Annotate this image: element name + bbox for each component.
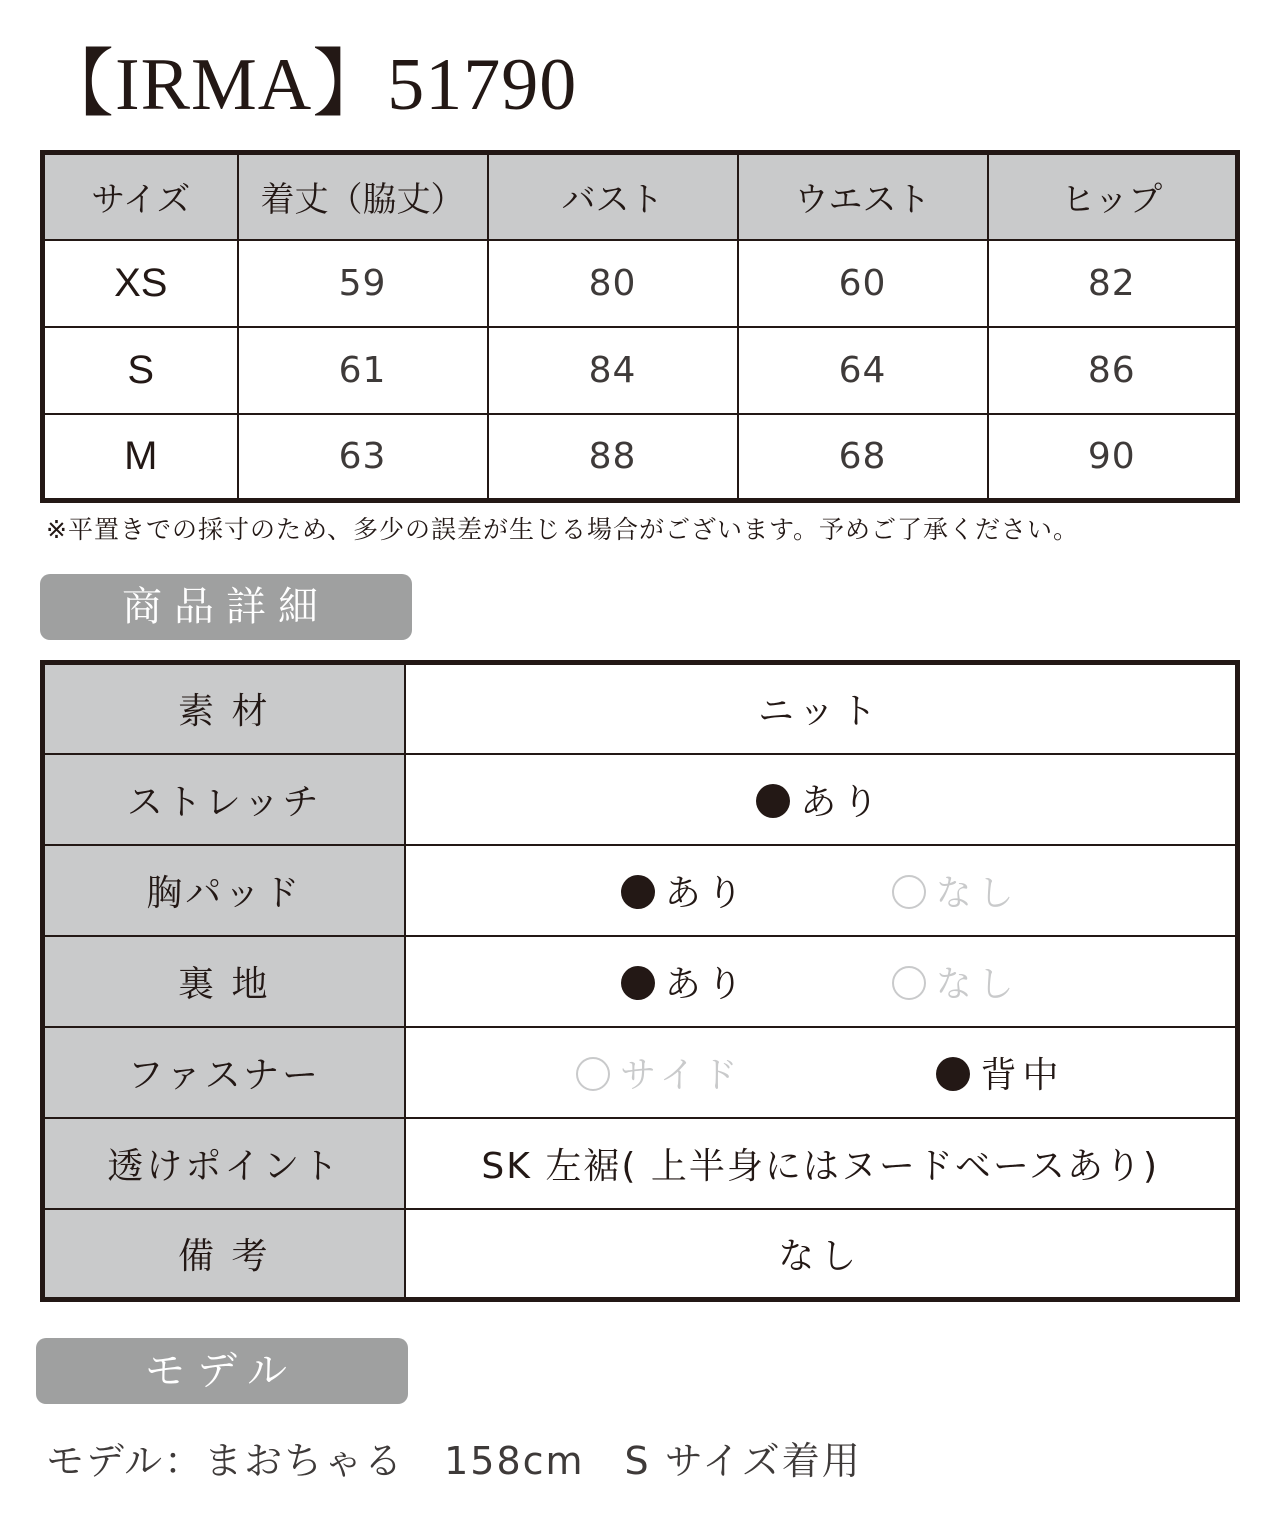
bust-value: 80 [488,240,738,327]
header-waist: ウエスト [738,153,988,240]
size-row-m [43,414,1238,501]
measurement-note: ※平置きでの採寸のため、多少の誤差が生じる場合がございます。予めご了承ください。 [46,515,1079,544]
model-info: モデル：まおちゃる 158cm S サイズ着用 [46,1439,862,1483]
detail-value [405,1209,1238,1300]
detail-row-material [43,663,1238,754]
filled-circle-icon [936,1057,970,1091]
detail-value [405,663,1238,754]
detail-label: 裏 地 [43,936,405,1027]
size-label: XS [43,240,238,327]
hip-value: 86 [988,327,1238,414]
filled-circle-icon [621,875,655,909]
size-label: M [43,414,238,501]
length-value: 63 [238,414,488,501]
detail-value [405,936,1238,1027]
option-yes: あり [664,872,749,914]
detail-row-stretch [43,754,1238,845]
hip-value: 90 [988,414,1238,501]
size-table [40,150,1240,503]
option-back: 背中 [980,1054,1065,1096]
bust-value: 84 [488,327,738,414]
detail-label: 胸パッド [43,845,405,936]
empty-circle-icon [576,1057,610,1091]
detail-row-sheer [43,1118,1238,1209]
remarks-value: なし [778,1235,863,1277]
detail-value [405,754,1238,845]
detail-row-fastener [43,1027,1238,1118]
detail-table [40,660,1240,1302]
size-label: S [43,327,238,414]
material-value: ニット [757,691,883,733]
detail-label: 素 材 [43,663,405,754]
detail-value [405,845,1238,936]
empty-circle-icon [892,875,926,909]
detail-row-lining [43,936,1238,1027]
header-bust: バスト [488,153,738,240]
detail-label: 透けポイント [43,1118,405,1209]
page-title: 【IRMA】51790 [40,44,578,126]
header-size: サイズ [43,153,238,240]
header-hip: ヒップ [988,153,1238,240]
size-row-xs [43,240,1238,327]
option-yes: あり [664,963,749,1005]
length-value: 61 [238,327,488,414]
size-table-header-row [43,153,1238,240]
option-yes: あり [800,781,885,823]
option-no: なし [935,872,1020,914]
empty-circle-icon [892,966,926,1000]
detail-value [405,1118,1238,1209]
detail-label: ファスナー [43,1027,405,1118]
waist-value: 68 [738,414,988,501]
header-length: 着丈（脇丈） [238,153,488,240]
waist-value: 60 [738,240,988,327]
detail-row-chest-pad [43,845,1238,936]
section-label-details: 商品詳細 [40,574,412,640]
filled-circle-icon [621,966,655,1000]
sheer-value: SK 左裾( 上半身にはヌードベースあり) [481,1145,1160,1187]
detail-row-remarks [43,1209,1238,1300]
waist-value: 64 [738,327,988,414]
option-no: なし [935,963,1020,1005]
detail-value [405,1027,1238,1118]
bust-value: 88 [488,414,738,501]
hip-value: 82 [988,240,1238,327]
filled-circle-icon [756,784,790,818]
section-label-model: モデル [36,1338,408,1404]
length-value: 59 [238,240,488,327]
detail-label: ストレッチ [43,754,405,845]
detail-label: 備 考 [43,1209,405,1300]
size-row-s [43,327,1238,414]
option-side: サイド [620,1054,744,1096]
